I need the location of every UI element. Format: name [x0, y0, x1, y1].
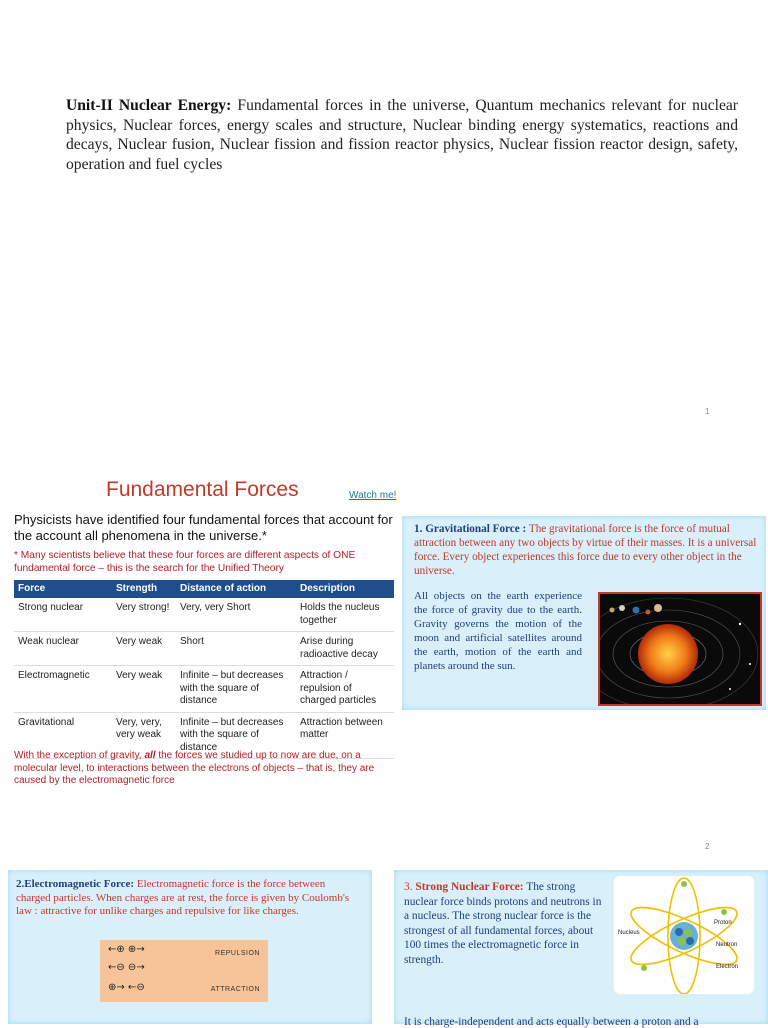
- cell-distance: Short: [176, 632, 296, 666]
- table-row: [14, 632, 394, 666]
- cell-distance: Infinite – but decreases with the square of distance: [176, 666, 296, 713]
- strong-nuclear-definition: The strong nuclear force binds protons and neutrons in a nucleus. The strong nuclear force is the strongest of all fundamental forces, about 100 times the electromagnetic force in strength.: [404, 881, 602, 966]
- col-force: Force: [14, 580, 112, 598]
- strong-nuclear-continued: It is charge-independent and acts equally between a proton and a: [404, 1016, 699, 1028]
- unit-topics: Fundamental forces in the universe, Quantum mechanics relevant for nuclear physics, Nuclear forces, energy scales and structure, Nuclear binding energy systematics, reactions and decays, Nuclear fusion, Nuclear fission and fission reactor physics, Nuclear fission reactor design, safety, operation and fuel cycles: [66, 97, 738, 173]
- repulsion-negative-row: ←⊖ ⊖→: [108, 962, 145, 973]
- unit-description: [66, 96, 738, 174]
- atom-diagram: [614, 876, 754, 994]
- strong-nuclear-text: [404, 880, 604, 967]
- attraction-label: ATTRACTION: [210, 986, 260, 993]
- page-number-1: 1: [705, 407, 710, 416]
- cell-distance: Very, very Short: [176, 598, 296, 632]
- cell-description: Attraction between matter: [296, 712, 394, 759]
- cell-strength: Very weak: [112, 666, 176, 713]
- forces-table: [14, 580, 394, 759]
- footnote-post: the forces we studied up to now are due, on a molecular level, to interactions between the electrons of objects – that is, they are caused by the electromagnetic force: [14, 750, 375, 787]
- gravitational-definition: The gravitational force is the force of mutual attraction between any two objects by virtue of their masses. It is a universal force. Every object experiences this force due to every other object in the universe.: [414, 523, 757, 577]
- electromagnetic-footnote: [14, 750, 394, 788]
- strong-nuclear-force-panel: [394, 870, 768, 1028]
- electromagnetic-text: [16, 878, 356, 919]
- repulsion-label: REPULSION: [215, 950, 260, 957]
- forces-intro: Physicists have identified four fundamental forces that account for the account all phenomena in the universe.*: [14, 512, 393, 543]
- cell-description: Arise during radioactive decay: [296, 632, 394, 666]
- footnote-emphasis: all: [144, 750, 156, 761]
- neutron-label: Neutron: [716, 942, 738, 948]
- cell-strength: Very strong!: [112, 598, 176, 632]
- strong-nuclear-label: Strong Nuclear Force:: [415, 881, 524, 893]
- strong-nuclear-number: 3.: [404, 881, 413, 893]
- electromagnetic-force-panel: [8, 870, 372, 1024]
- electromagnetic-label: 2.Electromagnetic Force:: [16, 878, 135, 890]
- cell-description: Holds the nucleus together: [296, 598, 394, 632]
- electron-label: Electron: [716, 964, 739, 970]
- repulsion-positive-row: ←⊕ ⊕→: [108, 944, 145, 955]
- unit-label: Unit-II Nuclear Energy:: [66, 97, 232, 114]
- cell-force: Strong nuclear: [14, 598, 112, 632]
- page-number-2: 2: [705, 842, 710, 851]
- watch-me-link[interactable]: Watch me!: [349, 490, 397, 501]
- cell-force: Gravitational: [14, 712, 112, 759]
- table-row: [14, 598, 394, 632]
- gravitational-body: All objects on the earth experience the force of gravity due to the earth. Gravity governs the motion of the moon and artificial satellites around the earth, motion of the earth and planets around the sun.: [414, 590, 582, 672]
- charge-interaction-diagram: [100, 940, 268, 1002]
- nucleus-label: Nucleus: [618, 930, 640, 936]
- table-header-row: [14, 580, 394, 598]
- cell-description: Attraction / repulsion of charged particles: [296, 666, 394, 713]
- cell-strength: Very, very, very weak: [112, 712, 176, 759]
- footnote-pre: With the exception of gravity,: [14, 750, 145, 761]
- table-row: [14, 666, 394, 713]
- proton-label: Proton: [714, 920, 732, 926]
- page-1: [0, 0, 768, 440]
- slide-title: Fundamental Forces: [106, 478, 299, 501]
- cell-strength: Very weak: [112, 632, 176, 666]
- col-distance: Distance of action: [176, 580, 296, 598]
- solar-system-image: [598, 592, 762, 706]
- attraction-row: ⊕→ ←⊖: [108, 982, 145, 993]
- gravitational-label: 1. Gravitational Force :: [414, 523, 527, 535]
- gravitational-heading: [414, 522, 760, 578]
- col-strength: Strength: [112, 580, 176, 598]
- cell-force: Electromagnetic: [14, 666, 112, 713]
- electromagnetic-definition: Electromagnetic force is the force between charged particles. When charges are at rest, the force is given by Coulomb's law : attractive for unlike charges and repulsive for like charges.: [16, 878, 350, 917]
- col-description: Description: [296, 580, 394, 598]
- unified-theory-note: * Many scientists believe that these four forces are different aspects of ONE fundamental force – this is the search for the Unified Theory: [14, 550, 356, 574]
- cell-distance: Infinite – but decreases with the square of distance: [176, 712, 296, 759]
- cell-force: Weak nuclear: [14, 632, 112, 666]
